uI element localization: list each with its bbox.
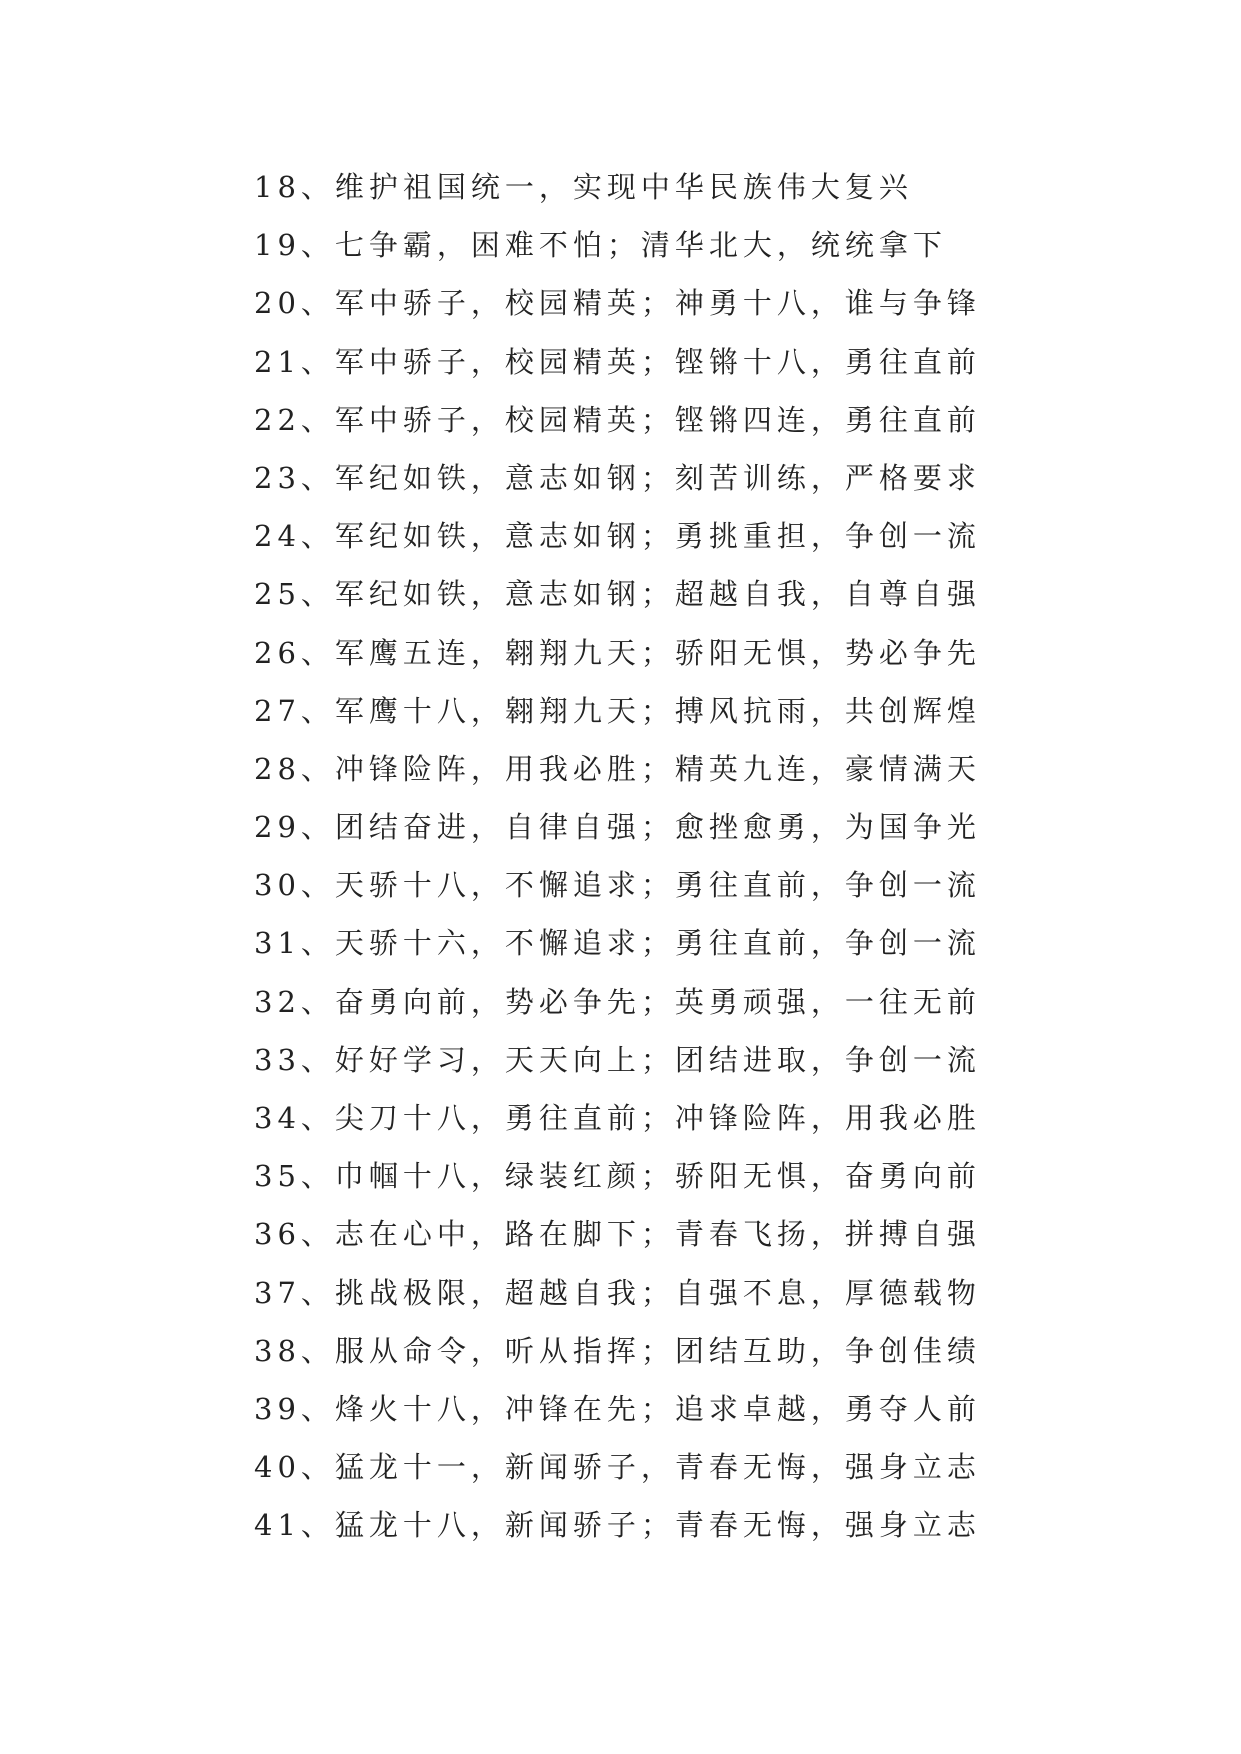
slogan-line: 28、冲锋险阵，用我必胜；精英九连，豪情满天 [254, 751, 981, 786]
slogan-list [254, 158, 1014, 1555]
slogan-line: 18、维护祖国统一，实现中华民族伟大复兴 [254, 170, 913, 204]
slogan-line: 31、天骄十六，不懈追求；勇往直前，争创一流 [254, 926, 981, 961]
slogan-line: 37、挑战极限，超越自我；自强不息，厚德载物 [254, 1275, 981, 1310]
slogan-line: 41、猛龙十八，新闻骄子；青春无悔，强身立志 [254, 1508, 981, 1543]
slogan-line: 24、军纪如铁，意志如钢；勇挑重担，争创一流 [254, 519, 981, 554]
slogan-line: 23、军纪如铁，意志如钢；刻苦训练，严格要求 [254, 460, 981, 495]
slogan-line: 29、团结奋进，自律自强；愈挫愈勇，为国争光 [254, 810, 981, 845]
slogan-line: 19、七争霸，困难不怕；清华北大，统统拿下 [254, 228, 947, 263]
slogan-line: 39、烽火十八，冲锋在先；追求卓越，勇夺人前 [254, 1391, 981, 1426]
slogan-line: 22、军中骄子，校园精英；铿锵四连，勇往直前 [254, 402, 981, 437]
slogan-line: 26、军鹰五连，翱翔九天；骄阳无惧，势必争先 [254, 635, 981, 670]
slogan-line: 25、军纪如铁，意志如钢；超越自我，自尊自强 [254, 577, 981, 612]
slogan-line: 21、军中骄子，校园精英；铿锵十八，勇往直前 [254, 344, 981, 379]
slogan-line: 35、巾帼十八，绿装红颜；骄阳无惧，奋勇向前 [254, 1159, 981, 1194]
slogan-line: 33、好好学习，天天向上；团结进取，争创一流 [254, 1042, 981, 1077]
slogan-line: 36、志在心中，路在脚下；青春飞扬，拼搏自强 [254, 1217, 981, 1252]
slogan-line: 27、军鹰十八，翱翔九天；搏风抗雨，共创辉煌 [254, 693, 981, 728]
slogan-line: 32、奋勇向前，势必争先；英勇顽强，一往无前 [254, 984, 981, 1019]
slogan-line: 34、尖刀十八，勇往直前；冲锋险阵，用我必胜 [254, 1101, 981, 1135]
slogan-line: 38、服从命令，听从指挥；团结互助，争创佳绩 [254, 1333, 981, 1368]
slogan-line: 40、猛龙十一，新闻骄子，青春无悔，强身立志 [254, 1450, 981, 1485]
slogan-line: 30、天骄十八，不懈追求；勇往直前，争创一流 [254, 868, 981, 903]
slogan-line: 20、军中骄子，校园精英；神勇十八，谁与争锋 [254, 286, 981, 321]
